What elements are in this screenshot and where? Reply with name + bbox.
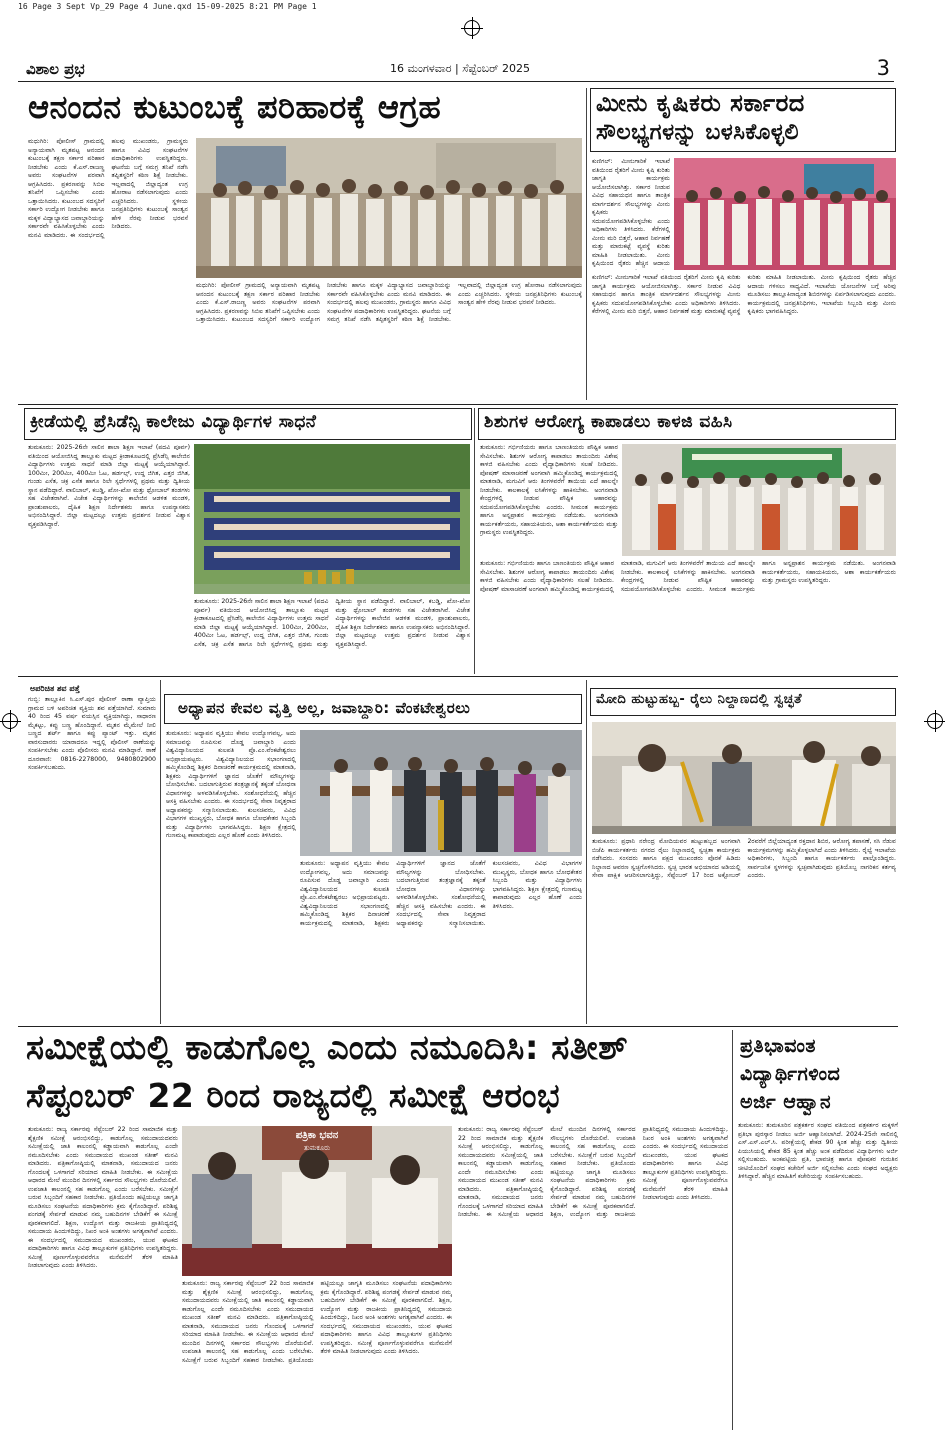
column-divider (474, 408, 475, 674)
printer-file-info: 16 Page 3 Sept Vp_29 Page 4 June.qxd 15-09-2025 8:21 PM Page 1 (18, 2, 317, 11)
issue-date: 16 ಮಂಗಳವಾರ | ಸೆಪ್ಟೆಂಬರ್ 2025 (390, 62, 530, 75)
headline-line-2: ಸೌಲಭ್ಯಗಳನ್ನು ಬಳಸಿಕೊಳ್ಳಲಿ (596, 121, 800, 145)
article-body-continued: ಕುಣಿಗಲ್: ಮೀನುಗಾರಿಕೆ ಇಲಾಖೆ ವತಿಯಿಂದ ರೈತರಿಗೆ ಮೀನು ಕೃಷಿ ಕುರಿತು ಜಾಗೃತಿ ಕಾರ್ಯಕ್ರಮ ಆಯೋಜಿಸಲಾಗಿತ್ತು. ಸರ್ಕಾರ ನೀಡುವ ವಿವಿಧ ಸಹಾಯಧನ ಹಾಗೂ ತಾಂತ್ರಿಕ ಮಾರ್ಗದರ್ಶನ ಸೌಲಭ್ಯಗಳನ್ನು ಮೀನು ಕೃಷಿಕರು ಸದುಪಯೋಗಪಡಿಸಿಕೊಳ್ಳಬೇಕು ಎಂದು ಅಧಿಕಾರಿಗಳು ತಿಳಿಸಿದರು. ಕೆರೆಗಳಲ್ಲಿ ಮೀನು ಮರಿ ಬಿತ್ತನೆ, ಆಹಾರ ನಿರ್ವಹಣೆ ಮತ್ತು ಮಾರುಕಟ್ಟೆ ವ್ಯವಸ್ಥೆ ಕುರಿತು ಮಾಹಿತಿ ನೀಡಲಾಯಿತು. ಮೀನು ಕೃಷಿಯಿಂದ ರೈತರು ಹೆಚ್ಚಿನ ಆದಾಯ ಗಳಿಸಲು ಸಾಧ್ಯವಿದೆ. ಇಲಾಖೆಯ ಯೋಜನೆಗಳ ಬಗ್ಗೆ ಅರಿವು ಮೂಡಿಸಲು ತಾಲ್ಲೂಕಿನಾದ್ಯಂತ ಶಿಬಿರಗಳನ್ನು ಏರ್ಪಡಿಸಲಾಗುವುದು ಎಂದರು. ಕಾರ್ಯಕ್ರಮದಲ್ಲಿ ಜನಪ್ರತಿನಿಧಿಗಳು, ಇಲಾಖೆಯ ಸಿಬ್ಬಂದಿ ಮತ್ತು ಮೀನು ಕೃಷಿಕರು ಭಾಗವಹಿಸಿದ್ದರು. (592, 274, 896, 315)
headline: ಅಧ್ಯಾಪನ ಕೇವಲ ವೃತ್ತಿ ಅಲ್ಲ, ಜವಾಬ್ದಾರಿ: ವೆಂಕಟೇಶ್ವರಲು (178, 700, 471, 717)
headline: ಅಪರಿಚಿತ ಶವ ಪತ್ತೆ (30, 684, 80, 693)
article-body: ತುಮಕೂರು: ರಾಜ್ಯ ಸರ್ಕಾರವು ಸೆಪ್ಟೆಂಬರ್ 22 ರಿಂದ ಸಾಮಾಜಿಕ ಮತ್ತು ಶೈಕ್ಷಣಿಕ ಸಮೀಕ್ಷೆ ಆರಂಭಿಸಲಿದ್ದು, ಕಾಡುಗೊಲ್ಲ ಸಮುದಾಯದವರು ಸಮೀಕ್ಷೆಯಲ್ಲಿ ಜಾತಿ ಕಾಲಂನಲ್ಲಿ ಕಡ್ಡಾಯವಾಗಿ ಕಾಡುಗೊಲ್ಲ ಎಂದೇ ನಮೂದಿಸಬೇಕು ಎಂದು ಸಮುದಾಯದ ಮುಖಂಡ ಸತೀಶ್ ಮನವಿ ಮಾಡಿದರು. ಪತ್ರಿಕಾಗೋಷ್ಠಿಯಲ್ಲಿ ಮಾತನಾಡಿ, ಸಮುದಾಯದ ಜನರು ಗೊಂದಲಕ್ಕೆ ಒಳಗಾಗದೆ ಸರಿಯಾದ ಮಾಹಿತಿ ನೀಡಬೇಕು. ಈ ಸಮೀಕ್ಷೆಯ ಆಧಾರದ ಮೇಲೆ ಮುಂದಿನ ದಿನಗಳಲ್ಲಿ ಸರ್ಕಾರದ ಸೌಲಭ್ಯಗಳು ದೊರೆಯಲಿವೆ. ಉಪಜಾತಿ ಕಾಲಂನಲ್ಲಿ ಸಹ ಕಾಡುಗೊಲ್ಲ ಎಂದು ಬರೆಸಬೇಕು. ಸಮೀಕ್ಷೆಗೆ ಬರುವ ಸಿಬ್ಬಂದಿಗೆ ಸಹಕಾರ ನೀಡಬೇಕು. ಪ್ರತಿಯೊಂದು ಹಟ್ಟಿಯಲ್ಲೂ ಜಾಗೃತಿ ಮೂಡಿಸಲು ಸಂಘಟನೆಯ ಪದಾಧಿಕಾರಿಗಳು ಕ್ರಮ ಕೈಗೊಂಡಿದ್ದಾರೆ. ಪರಿಶಿಷ್ಟ ಪಂಗಡಕ್ಕೆ ಸೇರ್ಪಡೆ ಮಾಡುವ ನಮ್ಮ ಬಹುದಿನಗಳ ಬೇಡಿಕೆಗೆ ಈ ಸಮೀಕ್ಷೆ ಪೂರಕವಾಗಲಿದೆ. ಶಿಕ್ಷಣ, ಉದ್ಯೋಗ ಮತ್ತು ರಾಜಕೀಯ ಪ್ರಾತಿನಿಧ್ಯದಲ್ಲಿ ಸಮುದಾಯ ಹಿಂದುಳಿದಿದ್ದು, ನಿಖರ ಅಂಕಿ ಅಂಶಗಳು ಅಗತ್ಯವಾಗಿವೆ ಎಂದರು. ಈ ಸಂದರ್ಭದಲ್ಲಿ ಸಮುದಾಯದ ಮುಖಂಡರು, ಯುವ ಘಟಕದ ಪದಾಧಿಕಾರಿಗಳು ಹಾಗೂ ವಿವಿಧ ತಾಲ್ಲೂಕುಗಳ ಪ್ರತಿನಿಧಿಗಳು ಉಪಸ್ಥಿತರಿದ್ದರು. ಸಮೀಕ್ಷೆ ಪೂರ್ಣಗೊಳ್ಳುವವರೆಗೂ ಮನೆಮನೆಗೆ ತೆರಳಿ ಮಾಹಿತಿ ನೀಡಲಾಗುವುದು ಎಂದು ತಿಳಿಸಿದರು. (28, 1126, 178, 1269)
lamp-lighting-photo (300, 730, 582, 856)
column-divider (732, 1030, 733, 1430)
section-rule (18, 404, 898, 405)
article-body-continued: ತುಮಕೂರು: 2025-26ನೇ ಸಾಲಿನ ಶಾಲಾ ಶಿಕ್ಷಣ ಇಲಾಖೆ (ಪದವಿ ಪೂರ್ವ) ವತಿಯಿಂದ ಆಯೋಜಿಸಿದ್ದ ತಾಲ್ಲೂಕು ಮಟ್ಟದ ಕ್ರೀಡಾಕೂಟದಲ್ಲಿ ಪ್ರೆಸಿಡೆನ್ಸಿ ಕಾಲೇಜಿನ ವಿದ್ಯಾರ್ಥಿಗಳು ಉತ್ತಮ ಸಾಧನೆ ಮಾಡಿ ಜಿಲ್ಲಾ ಮಟ್ಟಕ್ಕೆ ಆಯ್ಕೆಯಾಗಿದ್ದಾರೆ. 100ಮೀ, 200ಮೀ, 400ಮೀ ಓಟ, ಹರ್ಡಲ್ಸ್, ಉದ್ದ ಜಿಗಿತ, ಎತ್ತರ ಜಿಗಿತ, ಗುಂಡು ಎಸೆತ, ಚಕ್ರ ಎಸೆತ ಹಾಗೂ ರಿಲೇ ಸ್ಪರ್ಧೆಗಳಲ್ಲಿ ಪ್ರಥಮ ಮತ್ತು ದ್ವಿತೀಯ ಸ್ಥಾನ ಪಡೆದಿದ್ದಾರೆ. ವಾಲಿಬಾಲ್, ಕಬಡ್ಡಿ, ಖೋ-ಖೋ ಮತ್ತು ಥ್ರೋಬಾಲ್ ತಂಡಗಳು ಸಹ ವಿಜೇತರಾಗಿವೆ. ವಿಜೇತ ವಿದ್ಯಾರ್ಥಿಗಳನ್ನು ಕಾಲೇಜಿನ ಆಡಳಿತ ಮಂಡಳಿ, ಪ್ರಾಂಶುಪಾಲರು, ದೈಹಿಕ ಶಿಕ್ಷಣ ನಿರ್ದೇಶಕರು ಹಾಗೂ ಉಪನ್ಯಾಸಕರು ಅಭಿನಂದಿಸಿದ್ದಾರೆ. ಜಿಲ್ಲಾ ಮಟ್ಟದಲ್ಲೂ ಉತ್ತಮ ಪ್ರದರ್ಶನ ನೀಡುವ ವಿಶ್ವಾಸ ವ್ಯಕ್ತಪಡಿಸಿದ್ದಾರೆ. (194, 598, 470, 648)
group-photo (196, 138, 582, 278)
headline-line-3: ಅರ್ಜಿ ಆಹ್ವಾನ (740, 1092, 832, 1113)
headline-line-1: ಮೀನು ಕೃಷಿಕರು ಸರ್ಕಾರದ (596, 90, 805, 117)
article-body: ಗುಬ್ಬಿ: ತಾಲ್ಲೂಕಿನ ಸಿ.ಎಸ್.ಪುರ ಪೊಲೀಸ್ ಠಾಣಾ ವ್ಯಾಪ್ತಿಯ ಗ್ರಾಮದ ಬಳಿ ಅಪರಿಚಿತ ವ್ಯಕ್ತಿಯ ಶವ ಪತ್ತೆಯಾಗಿದೆ. ಸುಮಾರು 40 ರಿಂದ 45 ವರ್ಷ ವಯಸ್ಸಿನ ವ್ಯಕ್ತಿಯಾಗಿದ್ದು, ಸಾಧಾರಣ ಮೈಕಟ್ಟು, ಕಪ್ಪು ಬಣ್ಣ ಹೊಂದಿದ್ದಾನೆ. ಮೃತನ ಮೈಮೇಲೆ ನೀಲಿ ಬಣ್ಣದ ಶರ್ಟ್ ಹಾಗೂ ಕಪ್ಪು ಪ್ಯಾಂಟ್ ಇತ್ತು. ಮೃತನ ವಾರಸುದಾರರು ಯಾರಾದರೂ ಇದ್ದಲ್ಲಿ ಪೊಲೀಸ್ ಠಾಣೆಯನ್ನು ಸಂಪರ್ಕಿಸಬೇಕು ಎಂದು ಪೊಲೀಸರು ಮನವಿ ಮಾಡಿದ್ದಾರೆ. ಠಾಣೆ ದೂರವಾಣಿ: 0816-2278000, 9480802900 ಸಂಪರ್ಕಿಸಬಹುದು. (28, 696, 156, 771)
article-body: ಮಧುಗಿರಿ: ಪೋಲೀಸ್ ಗ್ರಾಮದಲ್ಲಿ ಅನ್ಯಾಯವಾಗಿ ಮೃತಪಟ್ಟ ಆನಂದನ ಕುಟುಂಬಕ್ಕೆ ತಕ್ಷಣ ಸರ್ಕಾರ ಪರಿಹಾರ ನೀಡಬೇಕು ಎಂದು ಕೆ.ಎಸ್.ರಾಜಣ್ಣ ಅವರು ಸಂಘಟನೆಗಳ ಪರವಾಗಿ ಆಗ್ರಹಿಸಿದರು. ಪ್ರಕರಣವನ್ನು ಸಿಬಿಐ ತನಿಖೆಗೆ ಒಪ್ಪಿಸಬೇಕು ಎಂದು ಒತ್ತಾಯಿಸಿದರು. ಕುಟುಂಬದ ಸದಸ್ಯರಿಗೆ ಸರ್ಕಾರಿ ಉದ್ಯೋಗ ನೀಡಬೇಕು ಹಾಗೂ ಮಕ್ಕಳ ವಿದ್ಯಾಭ್ಯಾಸದ ಜವಾಬ್ದಾರಿಯನ್ನು ಸರ್ಕಾರವೇ ವಹಿಸಿಕೊಳ್ಳಬೇಕು ಎಂದು ಮನವಿ ಮಾಡಿದರು. ಈ ಸಂದರ್ಭದಲ್ಲಿ ಹಲವು ಮುಖಂಡರು, ಗ್ರಾಮಸ್ಥರು ಹಾಗೂ ವಿವಿಧ ಸಂಘಟನೆಗಳ ಪದಾಧಿಕಾರಿಗಳು ಉಪಸ್ಥಿತರಿದ್ದರು. ಘಟನೆಯ ಬಗ್ಗೆ ಸಮಗ್ರ ತನಿಖೆ ನಡೆಸಿ ತಪ್ಪಿತಸ್ಥರಿಗೆ ಕಠಿಣ ಶಿಕ್ಷೆ ನೀಡಬೇಕು. ಇಲ್ಲವಾದಲ್ಲಿ ಜಿಲ್ಲಾದ್ಯಂತ ಉಗ್ರ ಹೋರಾಟ ನಡೆಸಲಾಗುವುದು ಎಂದು ಎಚ್ಚರಿಸಿದರು. ಸ್ಥಳೀಯ ಜನಪ್ರತಿನಿಧಿಗಳು ಕುಟುಂಬಕ್ಕೆ ಸಾಂತ್ವನ ಹೇಳಿ ನೆರವು ನೀಡುವ ಭರವಸೆ ನೀಡಿದರು. (28, 138, 188, 239)
article-body: ತುಮಕೂರು: ತುಮಕೂರಿನ ಪತ್ರಕರ್ತರ ಸಂಘದ ವತಿಯಿಂದ ಪತ್ರಕರ್ತರ ಮಕ್ಕಳಿಗೆ ಪ್ರತಿಭಾ ಪುರಸ್ಕಾರ ನೀಡಲು ಅರ್ಜಿ ಆಹ್ವಾನಿಸಲಾಗಿದೆ. 2024-25ನೇ ಸಾಲಿನಲ್ಲಿ ಎಸ್.ಎಸ್.ಎಲ್.ಸಿ. ಪರೀಕ್ಷೆಯಲ್ಲಿ ಶೇಕಡ 90 ಕ್ಕಿಂತ ಹೆಚ್ಚು ಮತ್ತು ದ್ವಿತೀಯ ಪಿಯುಸಿಯಲ್ಲಿ ಶೇಕಡ 85 ಕ್ಕಿಂತ ಹೆಚ್ಚು ಅಂಕ ಪಡೆದಿರುವ ವಿದ್ಯಾರ್ಥಿಗಳು ಅರ್ಜಿ ಸಲ್ಲಿಸಬಹುದು. ಅಂಕಪಟ್ಟಿಯ ಪ್ರತಿ, ಭಾವಚಿತ್ರ ಹಾಗೂ ಪೋಷಕರ ಗುರುತಿನ ಚೀಟಿಯೊಂದಿಗೆ ಸಂಘದ ಕಚೇರಿಗೆ ಅರ್ಜಿ ಸಲ್ಲಿಸಬೇಕು ಎಂದು ಸಂಘದ ಅಧ್ಯಕ್ಷರು ತಿಳಿಸಿದ್ದಾರೆ. ಹೆಚ್ಚಿನ ಮಾಹಿತಿಗೆ ಕಚೇರಿಯನ್ನು ಸಂಪರ್ಕಿಸಬಹುದು. (738, 1122, 898, 1180)
column-divider (586, 88, 587, 400)
headline-line-1: ಪ್ರತಿಭಾವಂತ (740, 1036, 816, 1057)
article-body: ತುಮಕೂರು: ಪ್ರಧಾನಿ ನರೇಂದ್ರ ಮೋದಿಯವರ ಹುಟ್ಟುಹಬ್ಬದ ಅಂಗವಾಗಿ ಬಿಜೆಪಿ ಕಾರ್ಯಕರ್ತರು ನಗರದ ರೈಲು ನಿಲ್ದಾಣದಲ್ಲಿ ಸ್ವಚ್ಛತಾ ಕಾರ್ಯಕ್ರಮ ನಡೆಸಿದರು. ಸಂಸದರು ಹಾಗೂ ಪಕ್ಷದ ಮುಖಂಡರು ಪೊರಕೆ ಹಿಡಿದು ನಿಲ್ದಾಣದ ಆವರಣ ಸ್ವಚ್ಛಗೊಳಿಸಿದರು. ಸ್ವಚ್ಛ ಭಾರತ ಅಭಿಯಾನದ ಅಡಿಯಲ್ಲಿ ಸೇವಾ ಪಾಕ್ಷಿಕ ಆಚರಿಸಲಾಗುತ್ತಿದ್ದು, ಸೆಪ್ಟೆಂಬರ್ 17 ರಿಂದ ಅಕ್ಟೋಬರ್ 2ರವರೆಗೆ ಜಿಲ್ಲೆಯಾದ್ಯಂತ ರಕ್ತದಾನ ಶಿಬಿರ, ಆರೋಗ್ಯ ತಪಾಸಣೆ, ಸಸಿ ನೆಡುವ ಕಾರ್ಯಕ್ರಮಗಳನ್ನು ಹಮ್ಮಿಕೊಳ್ಳಲಾಗಿದೆ ಎಂದು ತಿಳಿಸಿದರು. ರೈಲ್ವೆ ಇಲಾಖೆಯ ಅಧಿಕಾರಿಗಳು, ಸಿಬ್ಬಂದಿ ಹಾಗೂ ಕಾರ್ಯಕರ್ತರು ಪಾಲ್ಗೊಂಡಿದ್ದರು. ಸಾರ್ವಜನಿಕ ಸ್ಥಳಗಳನ್ನು ಸ್ವಚ್ಛವಾಗಿಡುವುದು ಪ್ರತಿಯೊಬ್ಬ ನಾಗರಿಕನ ಕರ್ತವ್ಯ ಎಂದರು. (592, 838, 896, 879)
headline: ಮೋದಿ ಹುಟ್ಟುಹಬ್ಬ- ರೈಲು ನಿಲ್ದಾಣದಲ್ಲಿ ಸ್ವಚ್ಛತೆ (596, 693, 802, 707)
headline: ಕ್ರೀಡೆಯಲ್ಲಿ ಪ್ರೆಸಿಡೆನ್ಸಿ ಕಾಲೇಜು ವಿದ್ಯಾರ್ಥಿಗಳ ಸಾಧನೆ (30, 413, 317, 432)
article-body-right: ತುಮಕೂರು: ರಾಜ್ಯ ಸರ್ಕಾರವು ಸೆಪ್ಟೆಂಬರ್ 22 ರಿಂದ ಸಾಮಾಜಿಕ ಮತ್ತು ಶೈಕ್ಷಣಿಕ ಸಮೀಕ್ಷೆ ಆರಂಭಿಸಲಿದ್ದು, ಕಾಡುಗೊಲ್ಲ ಸಮುದಾಯದವರು ಸಮೀಕ್ಷೆಯಲ್ಲಿ ಜಾತಿ ಕಾಲಂನಲ್ಲಿ ಕಡ್ಡಾಯವಾಗಿ ಕಾಡುಗೊಲ್ಲ ಎಂದೇ ನಮೂದಿಸಬೇಕು ಎಂದು ಸಮುದಾಯದ ಮುಖಂಡ ಸತೀಶ್ ಮನವಿ ಮಾಡಿದರು. ಪತ್ರಿಕಾಗೋಷ್ಠಿಯಲ್ಲಿ ಮಾತನಾಡಿ, ಸಮುದಾಯದ ಜನರು ಗೊಂದಲಕ್ಕೆ ಒಳಗಾಗದೆ ಸರಿಯಾದ ಮಾಹಿತಿ ನೀಡಬೇಕು. ಈ ಸಮೀಕ್ಷೆಯ ಆಧಾರದ ಮೇಲೆ ಮುಂದಿನ ದಿನಗಳಲ್ಲಿ ಸರ್ಕಾರದ ಸೌಲಭ್ಯಗಳು ದೊರೆಯಲಿವೆ. ಉಪಜಾತಿ ಕಾಲಂನಲ್ಲಿ ಸಹ ಕಾಡುಗೊಲ್ಲ ಎಂದು ಬರೆಸಬೇಕು. ಸಮೀಕ್ಷೆಗೆ ಬರುವ ಸಿಬ್ಬಂದಿಗೆ ಸಹಕಾರ ನೀಡಬೇಕು. ಪ್ರತಿಯೊಂದು ಹಟ್ಟಿಯಲ್ಲೂ ಜಾಗೃತಿ ಮೂಡಿಸಲು ಸಂಘಟನೆಯ ಪದಾಧಿಕಾರಿಗಳು ಕ್ರಮ ಕೈಗೊಂಡಿದ್ದಾರೆ. ಪರಿಶಿಷ್ಟ ಪಂಗಡಕ್ಕೆ ಸೇರ್ಪಡೆ ಮಾಡುವ ನಮ್ಮ ಬಹುದಿನಗಳ ಬೇಡಿಕೆಗೆ ಈ ಸಮೀಕ್ಷೆ ಪೂರಕವಾಗಲಿದೆ. ಶಿಕ್ಷಣ, ಉದ್ಯೋಗ ಮತ್ತು ರಾಜಕೀಯ ಪ್ರಾತಿನಿಧ್ಯದಲ್ಲಿ ಸಮುದಾಯ ಹಿಂದುಳಿದಿದ್ದು, ನಿಖರ ಅಂಕಿ ಅಂಶಗಳು ಅಗತ್ಯವಾಗಿವೆ ಎಂದರು. ಈ ಸಂದರ್ಭದಲ್ಲಿ ಸಮುದಾಯದ ಮುಖಂಡರು, ಯುವ ಘಟಕದ ಪದಾಧಿಕಾರಿಗಳು ಹಾಗೂ ವಿವಿಧ ತಾಲ್ಲೂಕುಗಳ ಪ್ರತಿನಿಧಿಗಳು ಉಪಸ್ಥಿತರಿದ್ದರು. ಸಮೀಕ್ಷೆ ಪೂರ್ಣಗೊಳ್ಳುವವರೆಗೂ ಮನೆಮನೆಗೆ ತೆರಳಿ ಮಾಹಿತಿ ನೀಡಲಾಗುವುದು ಎಂದು ತಿಳಿಸಿದರು. (458, 1126, 728, 1218)
brand-name: ವಿಶಾಲ ಪ್ರಭ (26, 60, 85, 78)
headline-line-2: ಸೆಪ್ಟಂಬರ್ 22 ರಿಂದ ರಾಜ್ಯದಲ್ಲಿ ಸಮೀಕ್ಷೆ ಆರಂಭ (26, 1078, 561, 1115)
article-body-continued: ಮಧುಗಿರಿ: ಪೋಲೀಸ್ ಗ್ರಾಮದಲ್ಲಿ ಅನ್ಯಾಯವಾಗಿ ಮೃತಪಟ್ಟ ಆನಂದನ ಕುಟುಂಬಕ್ಕೆ ತಕ್ಷಣ ಸರ್ಕಾರ ಪರಿಹಾರ ನೀಡಬೇಕು ಎಂದು ಕೆ.ಎಸ್.ರಾಜಣ್ಣ ಅವರು ಸಂಘಟನೆಗಳ ಪರವಾಗಿ ಆಗ್ರಹಿಸಿದರು. ಪ್ರಕರಣವನ್ನು ಸಿಬಿಐ ತನಿಖೆಗೆ ಒಪ್ಪಿಸಬೇಕು ಎಂದು ಒತ್ತಾಯಿಸಿದರು. ಕುಟುಂಬದ ಸದಸ್ಯರಿಗೆ ಸರ್ಕಾರಿ ಉದ್ಯೋಗ ನೀಡಬೇಕು ಹಾಗೂ ಮಕ್ಕಳ ವಿದ್ಯಾಭ್ಯಾಸದ ಜವಾಬ್ದಾರಿಯನ್ನು ಸರ್ಕಾರವೇ ವಹಿಸಿಕೊಳ್ಳಬೇಕು ಎಂದು ಮನವಿ ಮಾಡಿದರು. ಈ ಸಂದರ್ಭದಲ್ಲಿ ಹಲವು ಮುಖಂಡರು, ಗ್ರಾಮಸ್ಥರು ಹಾಗೂ ವಿವಿಧ ಸಂಘಟನೆಗಳ ಪದಾಧಿಕಾರಿಗಳು ಉಪಸ್ಥಿತರಿದ್ದರು. ಘಟನೆಯ ಬಗ್ಗೆ ಸಮಗ್ರ ತನಿಖೆ ನಡೆಸಿ ತಪ್ಪಿತಸ್ಥರಿಗೆ ಕಠಿಣ ಶಿಕ್ಷೆ ನೀಡಬೇಕು. ಇಲ್ಲವಾದಲ್ಲಿ ಜಿಲ್ಲಾದ್ಯಂತ ಉಗ್ರ ಹೋರಾಟ ನಡೆಸಲಾಗುವುದು ಎಂದು ಎಚ್ಚರಿಸಿದರು. ಸ್ಥಳೀಯ ಜನಪ್ರತಿನಿಧಿಗಳು ಕುಟುಂಬಕ್ಕೆ ಸಾಂತ್ವನ ಹೇಳಿ ನೆರವು ನೀಡುವ ಭರವಸೆ ನೀಡಿದರು. (196, 282, 582, 323)
press-meet-photo (182, 1126, 452, 1276)
article-body-continued: ತುಮಕೂರು: ರಾಜ್ಯ ಸರ್ಕಾರವು ಸೆಪ್ಟೆಂಬರ್ 22 ರಿಂದ ಸಾಮಾಜಿಕ ಮತ್ತು ಶೈಕ್ಷಣಿಕ ಸಮೀಕ್ಷೆ ಆರಂಭಿಸಲಿದ್ದು, ಕಾಡುಗೊಲ್ಲ ಸಮುದಾಯದವರು ಸಮೀಕ್ಷೆಯಲ್ಲಿ ಜಾತಿ ಕಾಲಂನಲ್ಲಿ ಕಡ್ಡಾಯವಾಗಿ ಕಾಡುಗೊಲ್ಲ ಎಂದೇ ನಮೂದಿಸಬೇಕು ಎಂದು ಸಮುದಾಯದ ಮುಖಂಡ ಸತೀಶ್ ಮನವಿ ಮಾಡಿದರು. ಪತ್ರಿಕಾಗೋಷ್ಠಿಯಲ್ಲಿ ಮಾತನಾಡಿ, ಸಮುದಾಯದ ಜನರು ಗೊಂದಲಕ್ಕೆ ಒಳಗಾಗದೆ ಸರಿಯಾದ ಮಾಹಿತಿ ನೀಡಬೇಕು. ಈ ಸಮೀಕ್ಷೆಯ ಆಧಾರದ ಮೇಲೆ ಮುಂದಿನ ದಿನಗಳಲ್ಲಿ ಸರ್ಕಾರದ ಸೌಲಭ್ಯಗಳು ದೊರೆಯಲಿವೆ. ಉಪಜಾತಿ ಕಾಲಂನಲ್ಲಿ ಸಹ ಕಾಡುಗೊಲ್ಲ ಎಂದು ಬರೆಸಬೇಕು. ಸಮೀಕ್ಷೆಗೆ ಬರುವ ಸಿಬ್ಬಂದಿಗೆ ಸಹಕಾರ ನೀಡಬೇಕು. ಪ್ರತಿಯೊಂದು ಹಟ್ಟಿಯಲ್ಲೂ ಜಾಗೃತಿ ಮೂಡಿಸಲು ಸಂಘಟನೆಯ ಪದಾಧಿಕಾರಿಗಳು ಕ್ರಮ ಕೈಗೊಂಡಿದ್ದಾರೆ. ಪರಿಶಿಷ್ಟ ಪಂಗಡಕ್ಕೆ ಸೇರ್ಪಡೆ ಮಾಡುವ ನಮ್ಮ ಬಹುದಿನಗಳ ಬೇಡಿಕೆಗೆ ಈ ಸಮೀಕ್ಷೆ ಪೂರಕವಾಗಲಿದೆ. ಶಿಕ್ಷಣ, ಉದ್ಯೋಗ ಮತ್ತು ರಾಜಕೀಯ ಪ್ರಾತಿನಿಧ್ಯದಲ್ಲಿ ಸಮುದಾಯ ಹಿಂದುಳಿದಿದ್ದು, ನಿಖರ ಅಂಕಿ ಅಂಶಗಳು ಅಗತ್ಯವಾಗಿವೆ ಎಂದರು. ಈ ಸಂದರ್ಭದಲ್ಲಿ ಸಮುದಾಯದ ಮುಖಂಡರು, ಯುವ ಘಟಕದ ಪದಾಧಿಕಾರಿಗಳು ಹಾಗೂ ವಿವಿಧ ತಾಲ್ಲೂಕುಗಳ ಪ್ರತಿನಿಧಿಗಳು ಉಪಸ್ಥಿತರಿದ್ದರು. ಸಮೀಕ್ಷೆ ಪೂರ್ಣಗೊಳ್ಳುವವರೆಗೂ ಮನೆಮನೆಗೆ ತೆರಳಿ ಮಾಹಿತಿ ನೀಡಲಾಗುವುದು ಎಂದು ತಿಳಿಸಿದರು. (182, 1280, 452, 1364)
registration-mark-left (2, 713, 18, 729)
article-body-continued: ತುಮಕೂರು: ಗರ್ಭಿಣಿಯರು ಹಾಗೂ ಬಾಣಂತಿಯರು ಪೌಷ್ಟಿಕ ಆಹಾರ ಸೇವಿಸಬೇಕು. ಶಿಶುಗಳ ಆರೋಗ್ಯ ಕಾಪಾಡಲು ತಾಯಂದಿರು ವಿಶೇಷ ಕಾಳಜಿ ವಹಿಸಬೇಕು ಎಂದು ವೈದ್ಯಾಧಿಕಾರಿಗಳು ಸಲಹೆ ನೀಡಿದರು. ಪೋಷಣ್ ಮಾಸಾಚರಣೆ ಅಂಗವಾಗಿ ಹಮ್ಮಿಕೊಂಡಿದ್ದ ಕಾರ್ಯಕ್ರಮದಲ್ಲಿ ಮಾತನಾಡಿ, ಮಗುವಿಗೆ ಆರು ತಿಂಗಳವರೆಗೆ ತಾಯಿಯ ಎದೆ ಹಾಲನ್ನೇ ನೀಡಬೇಕು. ಕಾಲಕಾಲಕ್ಕೆ ಲಸಿಕೆಗಳನ್ನು ಹಾಕಿಸಬೇಕು. ಅಂಗನವಾಡಿ ಕೇಂದ್ರಗಳಲ್ಲಿ ನೀಡುವ ಪೌಷ್ಟಿಕ ಆಹಾರವನ್ನು ಸದುಪಯೋಗಪಡಿಸಿಕೊಳ್ಳಬೇಕು ಎಂದರು. ಸೀಮಂತ ಕಾರ್ಯಕ್ರಮ ಹಾಗೂ ಅನ್ನಪ್ರಾಶನ ಕಾರ್ಯಕ್ರಮ ನಡೆಯಿತು. ಅಂಗನವಾಡಿ ಕಾರ್ಯಕರ್ತೆಯರು, ಸಹಾಯಕಿಯರು, ಆಶಾ ಕಾರ್ಯಕರ್ತೆಯರು ಮತ್ತು ಗ್ರಾಮಸ್ಥರು ಉಪಸ್ಥಿತರಿದ್ದರು. (480, 560, 896, 593)
station-cleaning-photo (592, 722, 896, 834)
fish-farmers-photo (674, 158, 896, 270)
masthead (18, 58, 894, 82)
registration-mark-right (927, 713, 943, 729)
article-body-continued: ತುಮಕೂರು: ಅಧ್ಯಾಪನ ವೃತ್ತಿಯು ಕೇವಲ ಉದ್ಯೋಗವಲ್ಲ, ಅದು ಸಮಾಜವನ್ನು ರೂಪಿಸುವ ದೊಡ್ಡ ಜವಾಬ್ದಾರಿ ಎಂದು ವಿಶ್ವವಿದ್ಯಾನಿಲಯದ ಕುಲಪತಿ ಪ್ರೊ.ಎಂ.ವೆಂಕಟೇಶ್ವರಲು ಅಭಿಪ್ರಾಯಪಟ್ಟರು. ವಿಶ್ವವಿದ್ಯಾನಿಲಯದ ಸಭಾಂಗಣದಲ್ಲಿ ಹಮ್ಮಿಕೊಂಡಿದ್ದ ಶಿಕ್ಷಕರ ದಿನಾಚರಣೆ ಕಾರ್ಯಕ್ರಮದಲ್ಲಿ ಮಾತನಾಡಿ, ಶಿಕ್ಷಕರು ವಿದ್ಯಾರ್ಥಿಗಳಿಗೆ ಜ್ಞಾನದ ಜೊತೆಗೆ ಮೌಲ್ಯಗಳನ್ನು ಬೋಧಿಸಬೇಕು. ಬದಲಾಗುತ್ತಿರುವ ತಂತ್ರಜ್ಞಾನಕ್ಕೆ ತಕ್ಕಂತೆ ಬೋಧನಾ ವಿಧಾನಗಳನ್ನು ಅಳವಡಿಸಿಕೊಳ್ಳಬೇಕು. ಸಂಶೋಧನೆಯಲ್ಲಿ ಹೆಚ್ಚಿನ ಆಸಕ್ತಿ ವಹಿಸಬೇಕು ಎಂದರು. ಈ ಸಂದರ್ಭದಲ್ಲಿ ಸೇವಾ ನಿವೃತ್ತರಾದ ಅಧ್ಯಾಪಕರನ್ನು ಸನ್ಮಾನಿಸಲಾಯಿತು. ಕುಲಸಚಿವರು, ವಿವಿಧ ವಿಭಾಗಗಳ ಮುಖ್ಯಸ್ಥರು, ಬೋಧಕ ಹಾಗೂ ಬೋಧಕೇತರ ಸಿಬ್ಬಂದಿ ಮತ್ತು ವಿದ್ಯಾರ್ಥಿಗಳು ಭಾಗವಹಿಸಿದ್ದರು. ಶಿಕ್ಷಣ ಕ್ಷೇತ್ರದಲ್ಲಿ ಗುಣಮಟ್ಟ ಕಾಪಾಡುವುದು ಎಲ್ಲರ ಹೊಣೆ ಎಂದು ತಿಳಿಸಿದರು. (300, 860, 582, 927)
column-divider (586, 680, 587, 1024)
headline-line-2: ವಿದ್ಯಾರ್ಥಿಗಳಿಂದ (740, 1064, 841, 1085)
article-body: ತುಮಕೂರು: 2025-26ನೇ ಸಾಲಿನ ಶಾಲಾ ಶಿಕ್ಷಣ ಇಲಾಖೆ (ಪದವಿ ಪೂರ್ವ) ವತಿಯಿಂದ ಆಯೋಜಿಸಿದ್ದ ತಾಲ್ಲೂಕು ಮಟ್ಟದ ಕ್ರೀಡಾಕೂಟದಲ್ಲಿ ಪ್ರೆಸಿಡೆನ್ಸಿ ಕಾಲೇಜಿನ ವಿದ್ಯಾರ್ಥಿಗಳು ಉತ್ತಮ ಸಾಧನೆ ಮಾಡಿ ಜಿಲ್ಲಾ ಮಟ್ಟಕ್ಕೆ ಆಯ್ಕೆಯಾಗಿದ್ದಾರೆ. 100ಮೀ, 200ಮೀ, 400ಮೀ ಓಟ, ಹರ್ಡಲ್ಸ್, ಉದ್ದ ಜಿಗಿತ, ಎತ್ತರ ಜಿಗಿತ, ಗುಂಡು ಎಸೆತ, ಚಕ್ರ ಎಸೆತ ಹಾಗೂ ರಿಲೇ ಸ್ಪರ್ಧೆಗಳಲ್ಲಿ ಪ್ರಥಮ ಮತ್ತು ದ್ವಿತೀಯ ಸ್ಥಾನ ಪಡೆದಿದ್ದಾರೆ. ವಾಲಿಬಾಲ್, ಕಬಡ್ಡಿ, ಖೋ-ಖೋ ಮತ್ತು ಥ್ರೋಬಾಲ್ ತಂಡಗಳು ಸಹ ವಿಜೇತರಾಗಿವೆ. ವಿಜೇತ ವಿದ್ಯಾರ್ಥಿಗಳನ್ನು ಕಾಲೇಜಿನ ಆಡಳಿತ ಮಂಡಳಿ, ಪ್ರಾಂಶುಪಾಲರು, ದೈಹಿಕ ಶಿಕ್ಷಣ ನಿರ್ದೇಶಕರು ಹಾಗೂ ಉಪನ್ಯಾಸಕರು ಅಭಿನಂದಿಸಿದ್ದಾರೆ. ಜಿಲ್ಲಾ ಮಟ್ಟದಲ್ಲೂ ಉತ್ತಮ ಪ್ರದರ್ಶನ ನೀಡುವ ವಿಶ್ವಾಸ ವ್ಯಕ್ತಪಡಿಸಿದ್ದಾರೆ. (28, 444, 190, 528)
article-body: ತುಮಕೂರು: ಅಧ್ಯಾಪನ ವೃತ್ತಿಯು ಕೇವಲ ಉದ್ಯೋಗವಲ್ಲ, ಅದು ಸಮಾಜವನ್ನು ರೂಪಿಸುವ ದೊಡ್ಡ ಜವಾಬ್ದಾರಿ ಎಂದು ವಿಶ್ವವಿದ್ಯಾನಿಲಯದ ಕುಲಪತಿ ಪ್ರೊ.ಎಂ.ವೆಂಕಟೇಶ್ವರಲು ಅಭಿಪ್ರಾಯಪಟ್ಟರು. ವಿಶ್ವವಿದ್ಯಾನಿಲಯದ ಸಭಾಂಗಣದಲ್ಲಿ ಹಮ್ಮಿಕೊಂಡಿದ್ದ ಶಿಕ್ಷಕರ ದಿನಾಚರಣೆ ಕಾರ್ಯಕ್ರಮದಲ್ಲಿ ಮಾತನಾಡಿ, ಶಿಕ್ಷಕರು ವಿದ್ಯಾರ್ಥಿಗಳಿಗೆ ಜ್ಞಾನದ ಜೊತೆಗೆ ಮೌಲ್ಯಗಳನ್ನು ಬೋಧಿಸಬೇಕು. ಬದಲಾಗುತ್ತಿರುವ ತಂತ್ರಜ್ಞಾನಕ್ಕೆ ತಕ್ಕಂತೆ ಬೋಧನಾ ವಿಧಾನಗಳನ್ನು ಅಳವಡಿಸಿಕೊಳ್ಳಬೇಕು. ಸಂಶೋಧನೆಯಲ್ಲಿ ಹೆಚ್ಚಿನ ಆಸಕ್ತಿ ವಹಿಸಬೇಕು ಎಂದರು. ಈ ಸಂದರ್ಭದಲ್ಲಿ ಸೇವಾ ನಿವೃತ್ತರಾದ ಅಧ್ಯಾಪಕರನ್ನು ಸನ್ಮಾನಿಸಲಾಯಿತು. ಕುಲಸಚಿವರು, ವಿವಿಧ ವಿಭಾಗಗಳ ಮುಖ್ಯಸ್ಥರು, ಬೋಧಕ ಹಾಗೂ ಬೋಧಕೇತರ ಸಿಬ್ಬಂದಿ ಮತ್ತು ವಿದ್ಯಾರ್ಥಿಗಳು ಭಾಗವಹಿಸಿದ್ದರು. ಶಿಕ್ಷಣ ಕ್ಷೇತ್ರದಲ್ಲಿ ಗುಣಮಟ್ಟ ಕಾಪಾಡುವುದು ಎಲ್ಲರ ಹೊಣೆ ಎಂದು ತಿಳಿಸಿದರು. (166, 730, 296, 839)
headline: ಆನಂದನ ಕುಟುಂಬಕ್ಕೆ ಪರಿಹಾರಕ್ಕೆ ಆಗ್ರಹ (28, 90, 442, 126)
page-number: 3 (876, 56, 890, 80)
section-rule (18, 1026, 898, 1027)
section-rule (18, 676, 898, 677)
health-event-photo (622, 444, 896, 556)
headline-line-1: ಸಮೀಕ್ಷೆಯಲ್ಲಿ ಕಾಡುಗೊಲ್ಲ ಎಂದು ನಮೂದಿಸಿ: ಸತೀಶ್ (26, 1030, 629, 1068)
column-divider (160, 680, 161, 1024)
article-body: ತುಮಕೂರು: ಗರ್ಭಿಣಿಯರು ಹಾಗೂ ಬಾಣಂತಿಯರು ಪೌಷ್ಟಿಕ ಆಹಾರ ಸೇವಿಸಬೇಕು. ಶಿಶುಗಳ ಆರೋಗ್ಯ ಕಾಪಾಡಲು ತಾಯಂದಿರು ವಿಶೇಷ ಕಾಳಜಿ ವಹಿಸಬೇಕು ಎಂದು ವೈದ್ಯಾಧಿಕಾರಿಗಳು ಸಲಹೆ ನೀಡಿದರು. ಪೋಷಣ್ ಮಾಸಾಚರಣೆ ಅಂಗವಾಗಿ ಹಮ್ಮಿಕೊಂಡಿದ್ದ ಕಾರ್ಯಕ್ರಮದಲ್ಲಿ ಮಾತನಾಡಿ, ಮಗುವಿಗೆ ಆರು ತಿಂಗಳವರೆಗೆ ತಾಯಿಯ ಎದೆ ಹಾಲನ್ನೇ ನೀಡಬೇಕು. ಕಾಲಕಾಲಕ್ಕೆ ಲಸಿಕೆಗಳನ್ನು ಹಾಕಿಸಬೇಕು. ಅಂಗನವಾಡಿ ಕೇಂದ್ರಗಳಲ್ಲಿ ನೀಡುವ ಪೌಷ್ಟಿಕ ಆಹಾರವನ್ನು ಸದುಪಯೋಗಪಡಿಸಿಕೊಳ್ಳಬೇಕು ಎಂದರು. ಸೀಮಂತ ಕಾರ್ಯಕ್ರಮ ಹಾಗೂ ಅನ್ನಪ್ರಾಶನ ಕಾರ್ಯಕ್ರಮ ನಡೆಯಿತು. ಅಂಗನವಾಡಿ ಕಾರ್ಯಕರ್ತೆಯರು, ಸಹಾಯಕಿಯರು, ಆಶಾ ಕಾರ್ಯಕರ್ತೆಯರು ಮತ್ತು ಗ್ರಾಮಸ್ಥರು ಉಪಸ್ಥಿತರಿದ್ದರು. (480, 444, 618, 536)
headline: ಶಿಶುಗಳ ಆರೋಗ್ಯ ಕಾಪಾಡಲು ಕಾಳಜಿ ವಹಿಸಿ (484, 413, 733, 432)
press-banner-title: ಪತ್ರಿಕಾ ಭವನ (295, 1130, 339, 1141)
registration-mark-top (464, 20, 480, 36)
article-body: ಕುಣಿಗಲ್: ಮೀನುಗಾರಿಕೆ ಇಲಾಖೆ ವತಿಯಿಂದ ರೈತರಿಗೆ ಮೀನು ಕೃಷಿ ಕುರಿತು ಜಾಗೃತಿ ಕಾರ್ಯಕ್ರಮ ಆಯೋಜಿಸಲಾಗಿತ್ತು. ಸರ್ಕಾರ ನೀಡುವ ವಿವಿಧ ಸಹಾಯಧನ ಹಾಗೂ ತಾಂತ್ರಿಕ ಮಾರ್ಗದರ್ಶನ ಸೌಲಭ್ಯಗಳನ್ನು ಮೀನು ಕೃಷಿಕರು ಸದುಪಯೋಗಪಡಿಸಿಕೊಳ್ಳಬೇಕು ಎಂದು ಅಧಿಕಾರಿಗಳು ತಿಳಿಸಿದರು. ಕೆರೆಗಳಲ್ಲಿ ಮೀನು ಮರಿ ಬಿತ್ತನೆ, ಆಹಾರ ನಿರ್ವಹಣೆ ಮತ್ತು ಮಾರುಕಟ್ಟೆ ವ್ಯವಸ್ಥೆ ಕುರಿತು ಮಾಹಿತಿ ನೀಡಲಾಯಿತು. ಮೀನು ಕೃಷಿಯಿಂದ ರೈತರು ಹೆಚ್ಚಿನ ಆದಾಯ (592, 158, 670, 267)
press-banner-subtitle: ತುಮಕೂರು (303, 1144, 331, 1152)
students-group-photo (194, 444, 470, 594)
